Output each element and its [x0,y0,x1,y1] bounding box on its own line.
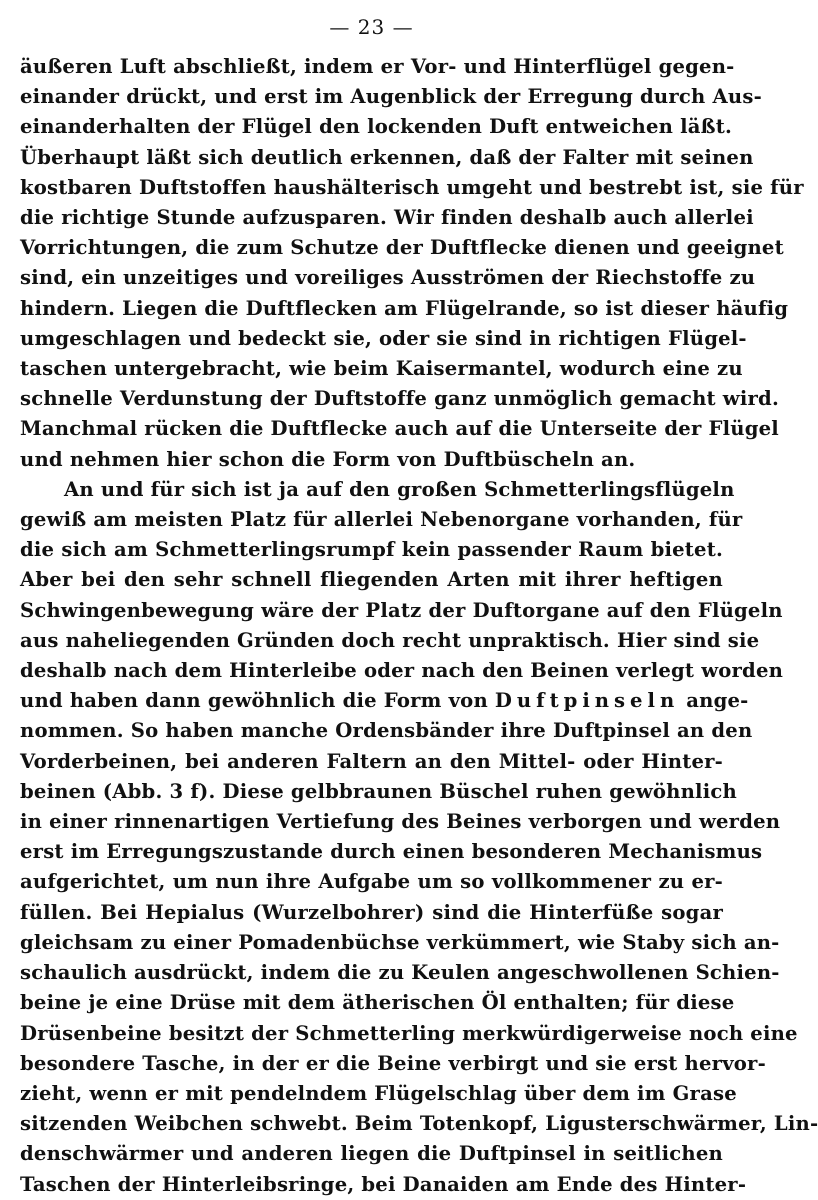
text-line-with-spaced-term [20,686,749,716]
body-text [20,52,818,1200]
text-line: äußeren Luft abschließt, indem er Vor- und Hinterflügel gegen- [20,55,735,78]
text-line: einander drückt, und erst im Augenblick der Erregung durch Aus- [20,85,762,109]
text-line: sitzenden Weibchen schwebt. Beim Totenkopf, Ligusterschwärmer, Lin- [20,1112,818,1136]
text-line: die sich am Schmetterlingsrumpf kein passender Raum bietet. [20,538,723,562]
text-line: aus naheliegenden Gründen doch recht unpraktisch. Hier sind sie [20,628,760,652]
text-line: die richtige Stunde aufzusparen. Wir finden deshalb auch allerlei [20,206,754,230]
text-line: Überhaupt läßt sich deutlich erkennen, daß der Falter mit seinen [20,145,754,169]
paragraph-2 [20,475,818,1200]
text-line: Aber bei den sehr schnell fliegenden Arten mit ihrer heftigen [20,568,723,592]
text-line: taschen untergebracht, wie beim Kaisermantel, wodurch eine zu [20,357,743,381]
page-number: — 23 — [329,15,414,39]
paragraph-1 [20,52,804,475]
text-line: zieht, wenn er mit pendelndem Flügelschlag über dem im Grase [20,1081,737,1105]
text-line: beinen (Abb. 3 f). Diese gelbbraunen Büschel ruhen gewöhnlich [20,779,737,803]
text-line: deshalb nach dem Hinterleibe oder nach den Beinen verlegt worden [20,659,784,683]
text-segment: ange- [686,689,749,713]
text-line: in einer rinnenartigen Vertiefung des Beines verborgen und werden [20,810,781,834]
text-line: erst im Erregungszustande durch einen besonderen Mechanismus [20,840,763,864]
text-line: Taschen der Hinterleibsringe, bei Danaiden am Ende des Hinter- [20,1172,747,1196]
text-line: Manchmal rücken die Duftflecke auch auf die Unterseite der Flügel [20,417,779,441]
text-line: einanderhalten der Flügel den lockenden Duft entweichen läßt. [20,115,732,139]
text-line: Vorrichtungen, die zum Schutze der Duftflecke dienen und geeignet [20,236,784,260]
text-line: hindern. Liegen die Duftflecken am Flügelrande, so ist dieser häufig [20,296,789,320]
text-line: An und für sich ist ja auf den großen Schmetterlingsflügeln [64,477,735,501]
text-line: gewiß am meisten Platz für allerlei Nebenorgane vorhanden, für [20,508,743,532]
text-line: gleichsam zu einer Pomadenbüchse verkümmert, wie Staby sich an- [20,930,780,954]
text-line: Vorderbeinen, bei anderen Faltern an den Mittel- oder Hinter- [20,749,723,773]
text-line: schaulich ausdrückt, indem die zu Keulen angeschwollenen Schien- [20,961,780,985]
spaced-term: Duftpinseln [494,689,680,713]
text-line: sind, ein unzeitiges und voreiliges Ausströmen der Riechstoffe zu [20,266,756,290]
text-segment: und haben dann gewöhnlich die Form von [20,689,488,713]
text-line: Schwingenbewegung wäre der Platz der Duftorgane auf den Flügeln [20,598,783,622]
text-line: besondere Tasche, in der er die Beine verbirgt und sie erst hervor- [20,1051,766,1075]
text-line: schnelle Verdunstung der Duftstoffe ganz unmöglich gemacht wird. [20,387,779,411]
text-line: nommen. So haben manche Ordensbänder ihre Duftpinsel an den [20,719,753,743]
text-line: Drüsenbeine besitzt der Schmetterling merkwürdigerweise noch eine [20,1021,798,1045]
text-line: beine je eine Drüse mit dem ätherischen Öl enthalten; für diese [20,991,735,1015]
text-line: kostbaren Duftstoffen haushälterisch umgeht und bestrebt ist, sie für [20,175,804,199]
text-line: füllen. Bei Hepialus (Wurzelbohrer) sind die Hinterfüße sogar [20,900,723,924]
text-line: und nehmen hier schon die Form von Duftbüscheln an. [20,447,636,471]
text-line: umgeschlagen und bedeckt sie, oder sie sind in richtigen Flügel- [20,326,747,350]
text-line: aufgerichtet, um nun ihre Aufgabe um so vollkommener zu er- [20,870,723,894]
text-line: denschwärmer und anderen liegen die Duftpinsel in seitlichen [20,1142,723,1166]
